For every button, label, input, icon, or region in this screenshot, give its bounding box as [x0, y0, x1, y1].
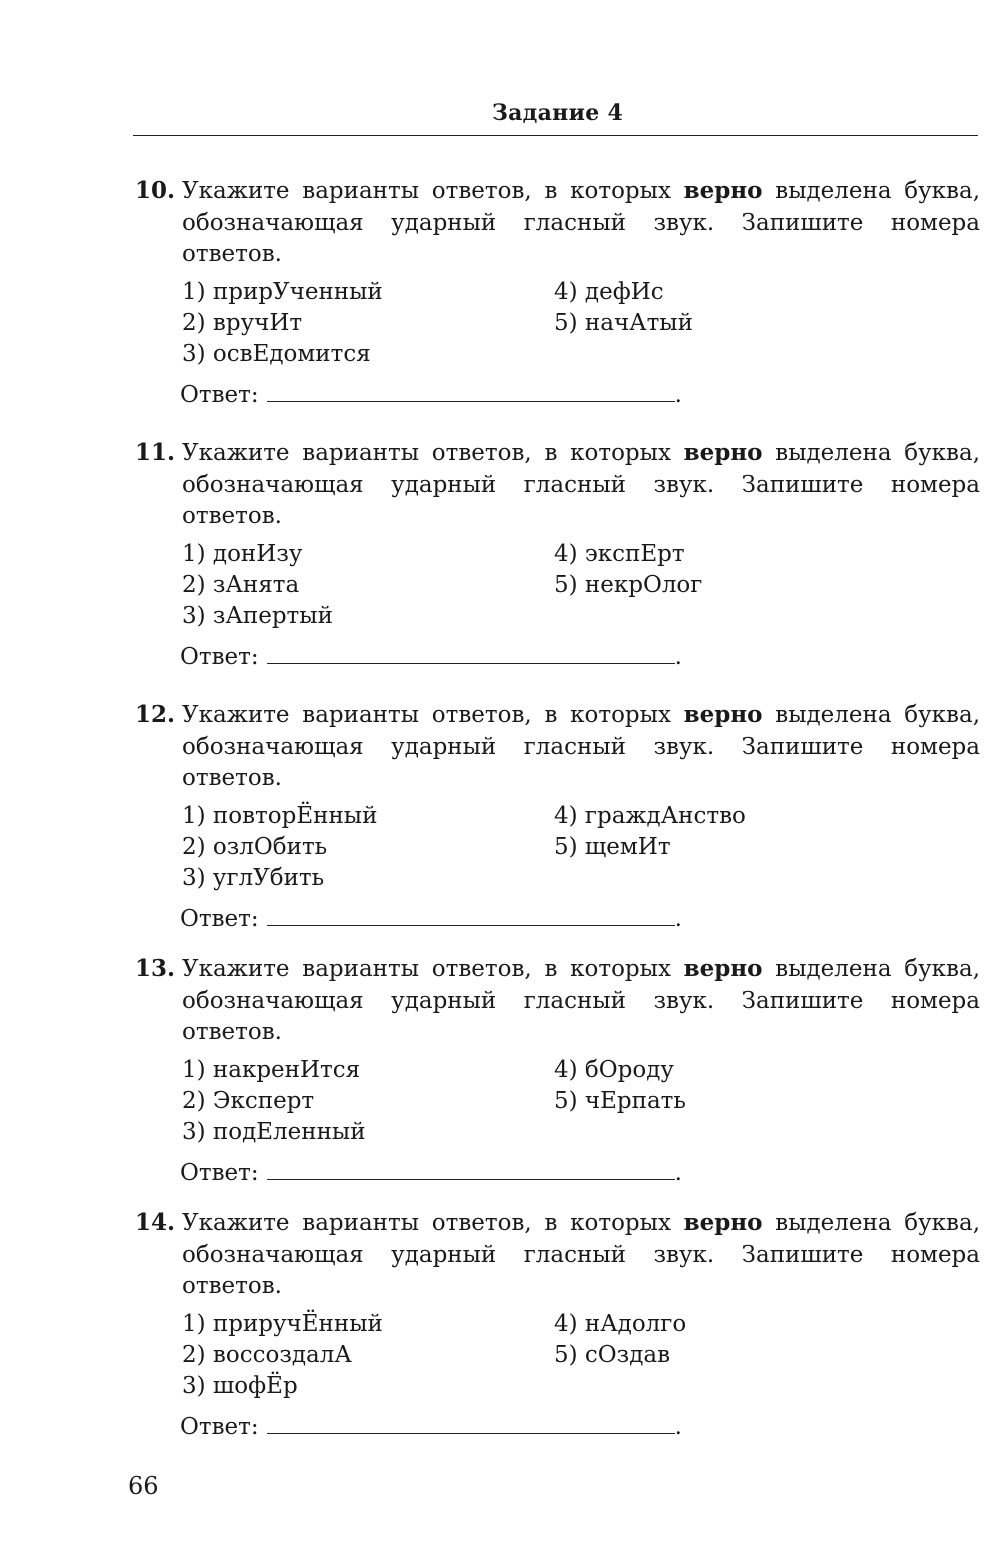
answer-field[interactable]: [267, 1411, 675, 1434]
option-5: 5) сОздав: [554, 1341, 671, 1368]
answer-options: [182, 539, 980, 635]
option-1: 1) прирУченный: [182, 278, 383, 305]
task-12: [135, 699, 980, 935]
answer-field[interactable]: [267, 379, 675, 402]
option-4: 4) бОроду: [554, 1056, 674, 1083]
answer-label: Ответ:: [180, 905, 259, 932]
option-2: 2) вручИт: [182, 309, 303, 336]
answer-row: Ответ: .: [180, 1157, 980, 1189]
emphasis-word: верно: [683, 177, 763, 204]
answer-options: [182, 1309, 980, 1405]
answer-row: Ответ: .: [180, 641, 980, 673]
answer-field[interactable]: [267, 641, 675, 664]
task-prompt: Укажите варианты ответов, в которых верно выделена буква, обозначающая ударный гласный звук. Запишите номера ответов.: [182, 439, 981, 529]
answer-field[interactable]: [267, 903, 675, 926]
task-number: 10.: [135, 177, 176, 204]
option-4: 4) дефИс: [554, 278, 664, 305]
task-number: 12.: [135, 701, 176, 728]
option-3: 3) шофЁр: [182, 1372, 298, 1399]
section-title: Задание 4: [491, 100, 624, 126]
emphasis-word: верно: [683, 439, 763, 466]
page-number: 66: [128, 1472, 159, 1500]
option-5: 5) начАтый: [554, 309, 693, 336]
task-13: [135, 953, 980, 1189]
answer-field[interactable]: [267, 1157, 675, 1180]
answer-label: Ответ:: [180, 381, 259, 408]
task-prompt: Укажите варианты ответов, в которых верно выделена буква, обозначающая ударный гласный звук. Запишите номера ответов.: [182, 177, 981, 267]
option-3: 3) освЕдомится: [182, 340, 371, 367]
answer-row: Ответ: .: [180, 379, 980, 411]
task-prompt: Укажите варианты ответов, в которых верно выделена буква, обозначающая ударный гласный звук. Запишите номера ответов.: [182, 1209, 981, 1299]
answer-options: [182, 1055, 980, 1151]
answer-row: Ответ: .: [180, 1411, 980, 1443]
option-3: 3) углУбить: [182, 864, 325, 891]
answer-label: Ответ:: [180, 1413, 259, 1440]
option-5: 5) чЕрпать: [554, 1087, 686, 1114]
option-3: 3) подЕленный: [182, 1118, 366, 1145]
task-number: 11.: [135, 439, 176, 466]
option-3: 3) зАпертый: [182, 602, 333, 629]
header-divider: [133, 135, 978, 136]
emphasis-word: верно: [683, 955, 763, 982]
emphasis-word: верно: [683, 1209, 763, 1236]
option-2: 2) озлОбить: [182, 833, 328, 860]
task-prompt: Укажите варианты ответов, в которых верно выделена буква, обозначающая ударный гласный звук. Запишите номера ответов.: [182, 701, 981, 791]
answer-label: Ответ:: [180, 643, 259, 670]
page-header: [0, 100, 1000, 126]
option-4: 4) граждАнство: [554, 802, 746, 829]
task-number: 13.: [135, 955, 176, 982]
task-prompt: Укажите варианты ответов, в которых верно выделена буква, обозначающая ударный гласный звук. Запишите номера ответов.: [182, 955, 981, 1045]
answer-options: [182, 801, 980, 897]
option-2: 2) воссоздалА: [182, 1341, 352, 1368]
option-2: 2) Эксперт: [182, 1087, 315, 1114]
task-10: [135, 175, 980, 411]
task-11: [135, 437, 980, 673]
option-4: 4) экспЕрт: [554, 540, 685, 567]
answer-row: Ответ: .: [180, 903, 980, 935]
emphasis-word: верно: [683, 701, 763, 728]
option-5: 5) некрОлог: [554, 571, 703, 598]
option-2: 2) зАнята: [182, 571, 300, 598]
option-1: 1) донИзу: [182, 540, 303, 567]
answer-label: Ответ:: [180, 1159, 259, 1186]
option-1: 1) повторЁнный: [182, 802, 378, 829]
option-4: 4) нАдолго: [554, 1310, 687, 1337]
task-14: [135, 1207, 980, 1443]
answer-options: [182, 277, 980, 373]
task-number: 14.: [135, 1209, 176, 1236]
option-1: 1) накренИтся: [182, 1056, 361, 1083]
option-1: 1) приручЁнный: [182, 1310, 383, 1337]
option-5: 5) щемИт: [554, 833, 671, 860]
